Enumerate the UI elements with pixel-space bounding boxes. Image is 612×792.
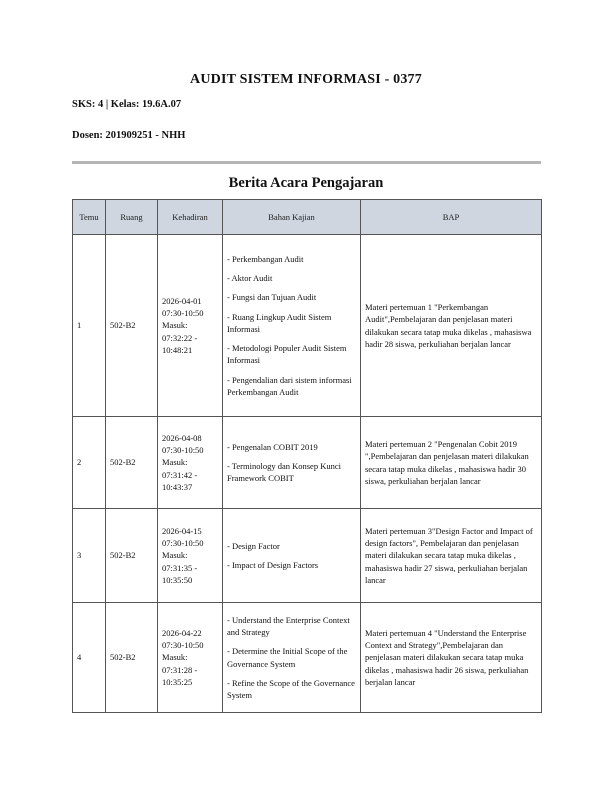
table-header-row [73, 200, 542, 235]
section-title: Berita Acara Pengajaran [228, 175, 384, 191]
col-header-ruang: Ruang [106, 200, 158, 235]
bahan-item: - Impact of Design Factors [227, 560, 319, 570]
table-row [73, 509, 542, 603]
sks-kelas-info: SKS: 4 | Kelas: 19.6A.07 [72, 99, 182, 110]
kehadiran-out: 10:35:50 [162, 574, 193, 585]
bahan-item: - Ruang Lingkup Audit Sistem Informasi [227, 311, 332, 334]
dosen-info: Dosen: 201909251 - NHH [72, 130, 186, 141]
bahan-item: - Fungsi dan Tujuan Audit [227, 292, 317, 303]
kehadiran-schedule: 07:30-10:50 [162, 640, 204, 651]
col-header-bap: BAP [361, 200, 542, 235]
cell-bap: Materi pertemuan 4 "Understand the Enterprise Context and Strategy",Pembelajaran dan penjelasan materi dilakukan secara tatap muka dikelas , mahasiswa hadir 26 siswa, perkuliahan berjalan lancar [361, 603, 542, 713]
col-header-bahan-kajian: Bahan Kajian [223, 200, 361, 235]
kehadiran-out: 10:35:25 [162, 676, 193, 687]
col-header-temu: Temu [73, 200, 106, 235]
kehadiran-label: Masuk: [162, 550, 188, 561]
bahan-item: - Refine the Scope of the Governance System [227, 677, 355, 701]
kehadiran-out: 10:43:37 [162, 481, 193, 492]
cell-bap: Materi pertemuan 1 "Perkembangan Audit",Pembelajaran dan penjelasan materi dilakukan secara tatap muka dikelas , mahasiswa hadir 28 siswa, perkuliahan berjalan lancar [361, 235, 542, 417]
cell-kehadiran [158, 417, 223, 509]
cell-ruang: 502-B2 [106, 509, 158, 603]
cell-kehadiran [158, 509, 223, 603]
cell-kehadiran [158, 603, 223, 713]
col-header-kehadiran: Kehadiran [158, 200, 223, 235]
bahan-item: - Design Factor [227, 540, 280, 551]
kehadiran-schedule: 07:30-10:50 [162, 538, 204, 549]
cell-ruang: 502-B2 [106, 235, 158, 417]
cell-temu: 4 [73, 603, 106, 713]
kehadiran-out: 10:48:21 [162, 344, 193, 355]
table-row [73, 603, 542, 713]
kehadiran-label: Masuk: [162, 320, 188, 331]
divider [72, 161, 541, 164]
cell-bahan-kajian [223, 235, 361, 417]
cell-bap: Materi pertemuan 3"Design Factor and Impact of design factors", Pembelajaran dan penjelasan materi dilakukan secara tatap muka dikelas , mahasiswa hadir 27 siswa, perkuliahan berjalan lancar [361, 509, 542, 603]
kehadiran-in: 07:31:35 - [162, 562, 198, 573]
cell-bahan-kajian [223, 417, 361, 509]
kehadiran-date: 2026-04-22 [162, 627, 202, 638]
kehadiran-in: 07:31:28 - [162, 664, 198, 675]
cell-temu: 3 [73, 509, 106, 603]
cell-temu: 1 [73, 235, 106, 417]
kehadiran-date: 2026-04-15 [162, 525, 202, 536]
cell-bahan-kajian [223, 603, 361, 713]
bahan-item: - Aktor Audit [227, 272, 273, 283]
bahan-item: - Pengenalan COBIT 2019 [227, 441, 318, 452]
bap-table [72, 199, 542, 713]
kehadiran-label: Masuk: [162, 652, 188, 663]
kehadiran-date: 2026-04-08 [162, 432, 202, 443]
kehadiran-in: 07:32:22 - [162, 332, 198, 343]
cell-temu: 2 [73, 417, 106, 509]
table-row [73, 235, 542, 417]
bahan-item: - Determine the Initial Scope of the Governance System [227, 646, 348, 669]
table-row [73, 417, 542, 509]
bahan-item: - Metodologi Populer Audit Sistem Informasi [227, 343, 347, 366]
cell-bahan-kajian [223, 509, 361, 603]
kehadiran-date: 2026-04-01 [162, 295, 202, 306]
bahan-item: - Terminology dan Konsep Kunci Framework COBIT [227, 460, 341, 484]
bahan-item: - Perkembangan Audit [227, 253, 304, 264]
bahan-item: - Pengendalian dari sistem informasi Perkembangan Audit [227, 374, 352, 398]
kehadiran-in: 07:31:42 - [162, 469, 198, 480]
kehadiran-label: Masuk: [162, 457, 188, 468]
cell-ruang: 502-B2 [106, 417, 158, 509]
course-title: AUDIT SISTEM INFORMASI - 0377 [190, 72, 422, 87]
cell-kehadiran [158, 235, 223, 417]
bahan-item: - Understand the Enterprise Context and Strategy [227, 614, 350, 637]
kehadiran-schedule: 07:30-10:50 [162, 308, 204, 319]
cell-ruang: 502-B2 [106, 603, 158, 713]
cell-bap: Materi pertemuan 2 "Pengenalan Cobit 2019 ",Pembelajaran dan penjelasan materi dilakukan secara tatap muka dikelas , mahasiswa hadir 30 siswa, perkuliahan berjalan lancar [361, 417, 542, 509]
kehadiran-schedule: 07:30-10:50 [162, 445, 204, 456]
